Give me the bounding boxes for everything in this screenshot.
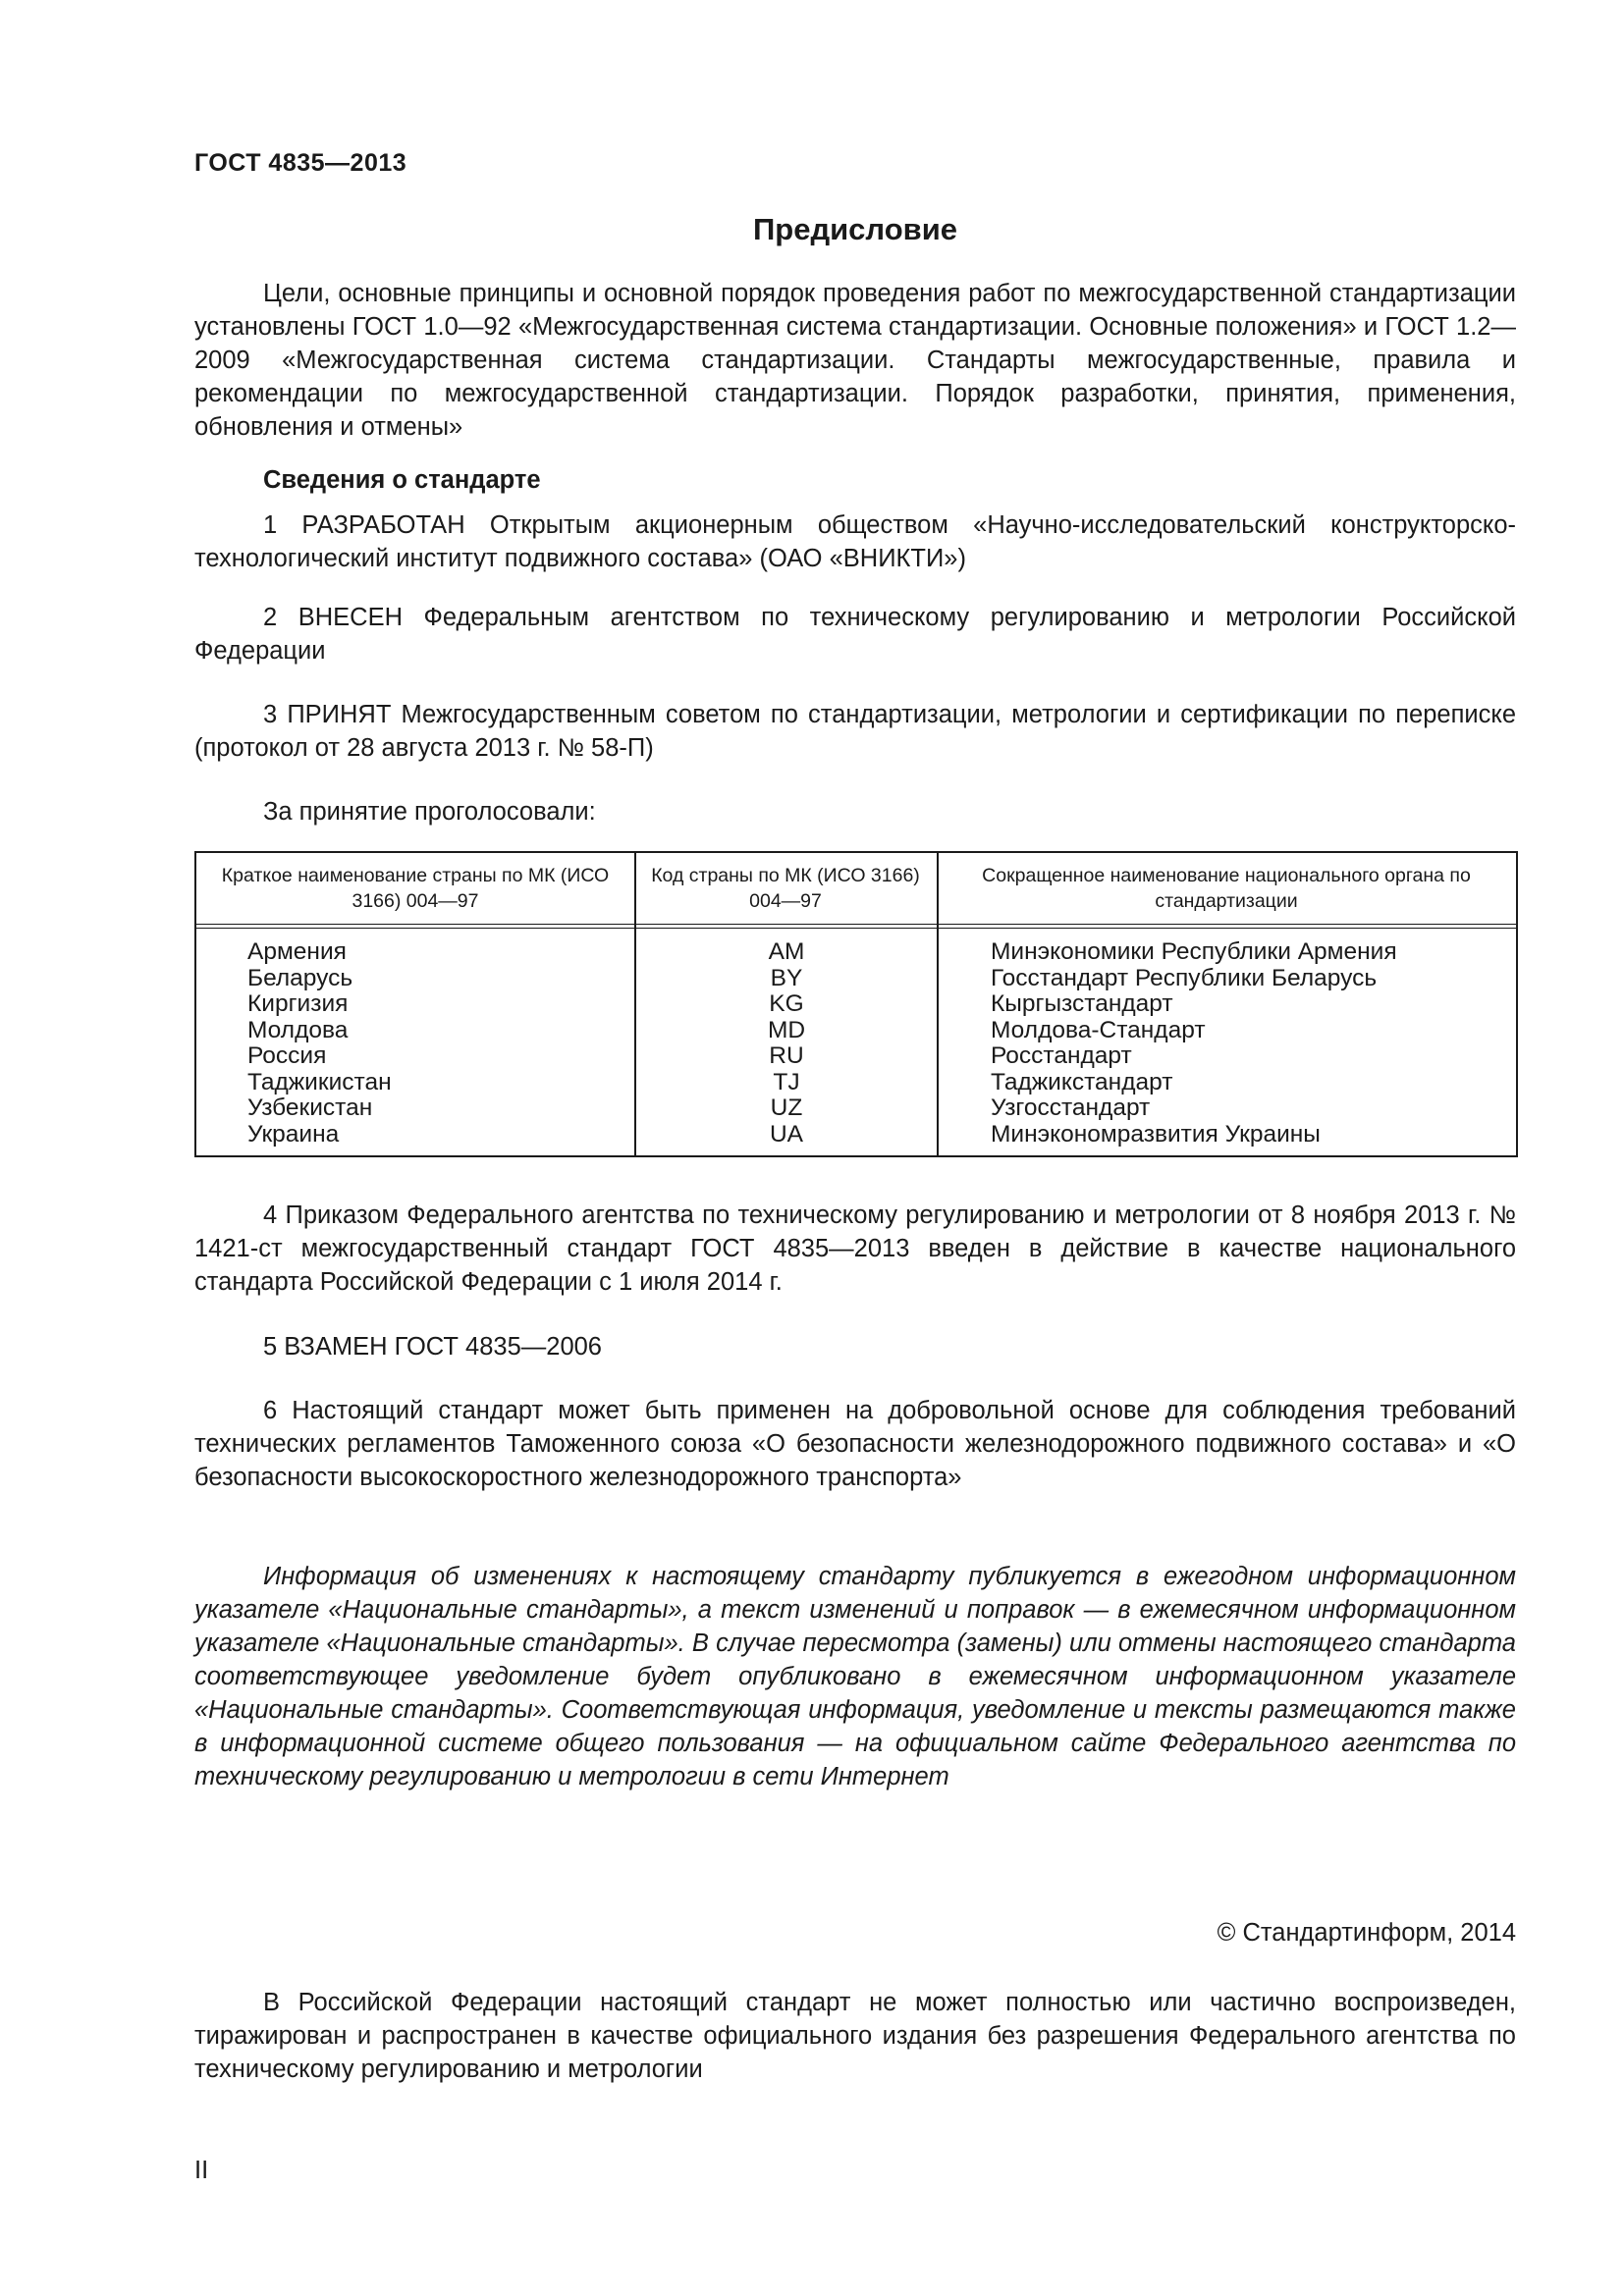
table-header-divider <box>196 928 1516 929</box>
item-6-voluntary: 6 Настоящий стандарт может быть применен на добровольной основе для соблюдения требований технических регламентов Таможенного союза «О безопасности железнодорожного подвижного состава» и «О безопасности высокоскоростного железнодорожного транспорта» <box>194 1397 1516 1491</box>
country-code-cell: UA <box>769 1120 804 1148</box>
intro-paragraph: Цели, основные принципы и основной порядок проведения работ по межгосударственной стандартизации установлены ГОСТ 1.0—92 «Межгосударственная система стандартизации. Основные положения» и ГОСТ 1.2—2009 «Межгосударственная система стандартизации. Стандарты межгосударственные, правила и рекомендации по межгосударственной стандартизации. Порядок разработки, принятия, применения, обновления и отмены» <box>194 280 1516 441</box>
national-body-cell: Госстандарт Республики Беларусь <box>991 964 1378 991</box>
national-body-cell: Кыргызстандарт <box>991 990 1173 1017</box>
national-body-cell: Узгосстандарт <box>991 1095 1151 1121</box>
document-code: ГОСТ 4835—2013 <box>194 149 407 177</box>
national-body-cell: Минэкономразвития Украины <box>991 1120 1321 1148</box>
country-code-cell: UZ <box>770 1095 803 1121</box>
country-code-list <box>636 939 937 1148</box>
voting-table <box>194 851 1518 1157</box>
table-header-divider <box>196 924 1516 925</box>
vote-intro: За принятие проголосовали: <box>263 798 596 826</box>
item-3-adopted: 3 ПРИНЯТ Межгосударственным советом по стандартизации, метрологии и сертификации по переписке (протокол от 28 августа 2013 г. № 58-П) <box>194 701 1516 762</box>
country-code-cell: BY <box>770 964 803 991</box>
country-code-cell: KG <box>769 990 804 1017</box>
country-code-cell: AM <box>768 938 805 965</box>
table-header-country-code: Код страны по МК (ИСО 3166) 004—97 <box>651 865 920 912</box>
country-name-cell: Киргизия <box>247 990 349 1017</box>
country-name-cell: Армения <box>247 938 347 965</box>
item-4-order: 4 Приказом Федерального агентства по техническому регулированию и метрологии от 8 ноября 2013 г. № 1421-ст межгосударственный стандарт ГОСТ 4835—2013 введен в действие в качестве национального стандарта Российской Федерации с 1 июля 2014 г. <box>194 1201 1516 1296</box>
page-title: Предисловие <box>752 212 957 246</box>
table-header-country-name: Краткое наименование страны по МК (ИСО 3166) 004—97 <box>221 865 610 912</box>
reproduction-notice: В Российской Федерации настоящий стандарт не может полностью или частично воспроизведен, тиражирован и распространен в качестве официального издания без разрешения Федерального агентства по техническому регулированию и метрологии <box>194 1989 1516 2083</box>
national-body-cell: Минэкономики Республики Армения <box>991 938 1397 965</box>
country-code-cell: RU <box>769 1042 804 1069</box>
item-2-introduced: 2 ВНЕСЕН Федеральным агентством по техническому регулированию и метрологии Российской Федерации <box>194 604 1516 665</box>
item-5-replaces: 5 ВЗАМЕН ГОСТ 4835—2006 <box>263 1333 602 1361</box>
country-name-cell: Таджикистан <box>247 1068 392 1095</box>
table-header-national-body: Сокращенное наименование национального органа по стандартизации <box>982 865 1471 912</box>
country-code-cell: TJ <box>773 1068 800 1095</box>
national-body-cell: Росстандарт <box>991 1042 1132 1069</box>
national-body-cell: Таджикстандарт <box>991 1068 1173 1095</box>
amendments-info-note: Информация об изменениях к настоящему стандарту публикуется в ежегодном информационном указателе «Национальные стандарты», а текст изменений и поправок — в ежемесячном информационном указателе «Национальные стандарты». В случае пересмотра (замены) или отмены настоящего стандарта соответствующее уведомление будет опубликовано в ежемесячном информационном указателе «Национальные стандарты». Соответствующая информация, уведомление и тексты размещаются также в информационной системе общего пользования — на официальном сайте Федерального агентства по техническому регулированию и метрологии в сети Интернет <box>194 1563 1516 1790</box>
national-body-list <box>991 939 1501 1148</box>
country-name-cell: Россия <box>247 1042 327 1069</box>
country-name-cell: Молдова <box>247 1016 349 1043</box>
national-body-cell: Молдова-Стандарт <box>991 1016 1206 1043</box>
country-name-cell: Украина <box>247 1120 340 1148</box>
country-name-cell: Узбекистан <box>247 1095 373 1121</box>
country-code-cell: MD <box>767 1016 806 1043</box>
copyright-line: © Стандартинформ, 2014 <box>1217 1919 1516 1947</box>
section-heading: Сведения о стандарте <box>263 466 541 494</box>
country-name-cell: Беларусь <box>247 964 353 991</box>
page-number: II <box>194 2157 209 2184</box>
country-name-list <box>247 939 621 1148</box>
item-1-developed: 1 РАЗРАБОТАН Открытым акционерным обществом «Научно-исследовательский конструкторско-технологический институт подвижного состава» (ОАО «ВНИКТИ») <box>194 511 1516 572</box>
table-column-divider <box>937 853 939 1155</box>
